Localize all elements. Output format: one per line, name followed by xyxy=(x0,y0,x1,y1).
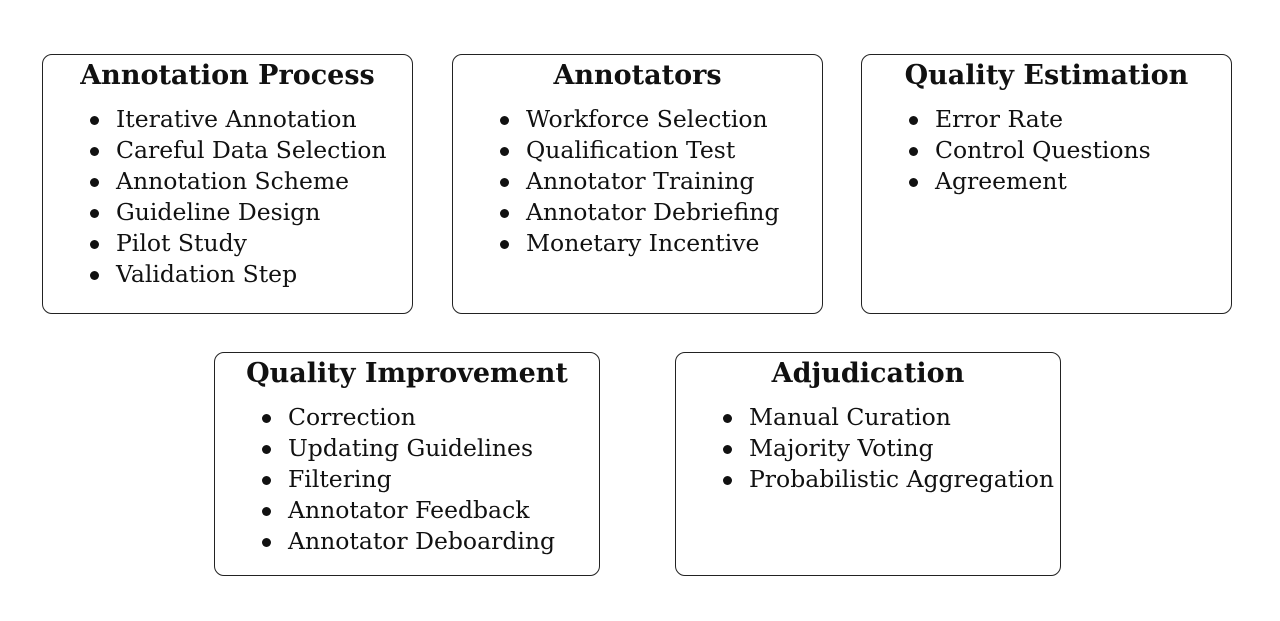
list-item xyxy=(261,495,599,526)
list-item-label: Correction xyxy=(288,403,416,431)
box-item-list xyxy=(43,104,412,290)
box-title: Quality Improvement xyxy=(246,358,568,389)
box-title: Annotators xyxy=(553,60,722,91)
list-item-label: Iterative Annotation xyxy=(116,105,357,133)
bullet-icon xyxy=(723,445,732,454)
bullet-icon xyxy=(262,538,271,547)
bullet-icon xyxy=(262,445,271,454)
bullet-icon xyxy=(90,178,99,187)
bullet-icon xyxy=(500,240,509,249)
list-item-label: Updating Guidelines xyxy=(288,434,534,462)
list-item xyxy=(499,228,822,259)
list-item xyxy=(89,228,412,259)
bullet-icon xyxy=(262,507,271,516)
list-item xyxy=(722,433,1060,464)
list-item-label: Annotator Training xyxy=(526,167,755,195)
box-item-list xyxy=(215,402,599,557)
bullet-icon xyxy=(90,116,99,125)
box-title: Adjudication xyxy=(771,358,965,389)
bullet-icon xyxy=(500,147,509,156)
list-item xyxy=(499,104,822,135)
box-quality-improvement xyxy=(214,352,600,576)
list-item-label: Control Questions xyxy=(935,136,1151,164)
box-annotators xyxy=(452,54,823,314)
list-item xyxy=(89,104,412,135)
bullet-icon xyxy=(500,116,509,125)
list-item-label: Validation Step xyxy=(116,260,298,288)
bullet-icon xyxy=(90,209,99,218)
list-item-label: Qualification Test xyxy=(526,136,736,164)
list-item-label: Filtering xyxy=(288,465,392,493)
bullet-icon xyxy=(262,476,271,485)
list-item-label: Pilot Study xyxy=(116,229,247,257)
list-item xyxy=(89,166,412,197)
list-item xyxy=(261,433,599,464)
list-item-label: Careful Data Selection xyxy=(116,136,387,164)
list-item xyxy=(499,197,822,228)
box-adjudication xyxy=(675,352,1061,576)
box-annotation-process xyxy=(42,54,413,314)
bullet-icon xyxy=(909,147,918,156)
list-item-label: Agreement xyxy=(935,167,1067,195)
list-item-label: Annotator Deboarding xyxy=(288,527,556,555)
list-item xyxy=(89,135,412,166)
bullet-icon xyxy=(909,116,918,125)
box-quality-estimation xyxy=(861,54,1232,314)
box-item-list xyxy=(676,402,1060,495)
box-title: Quality Estimation xyxy=(904,60,1189,91)
bullet-icon xyxy=(909,178,918,187)
list-item-label: Manual Curation xyxy=(749,403,951,431)
bullet-icon xyxy=(500,209,509,218)
list-item xyxy=(499,135,822,166)
list-item xyxy=(908,166,1231,197)
box-item-list xyxy=(453,104,822,259)
list-item-label: Annotator Debriefing xyxy=(526,198,780,226)
list-item xyxy=(908,135,1231,166)
bullet-icon xyxy=(500,178,509,187)
list-item xyxy=(261,526,599,557)
list-item-label: Error Rate xyxy=(935,105,1064,133)
bullet-icon xyxy=(90,147,99,156)
list-item xyxy=(722,402,1060,433)
list-item-label: Workforce Selection xyxy=(526,105,768,133)
list-item-label: Annotator Feedback xyxy=(288,496,530,524)
list-item-label: Monetary Incentive xyxy=(526,229,760,257)
list-item xyxy=(722,464,1060,495)
list-item xyxy=(499,166,822,197)
bullet-icon xyxy=(723,414,732,423)
list-item xyxy=(908,104,1231,135)
bullet-icon xyxy=(723,476,732,485)
box-title: Annotation Process xyxy=(80,60,375,91)
list-item xyxy=(89,259,412,290)
list-item-label: Annotation Scheme xyxy=(116,167,350,195)
list-item-label: Majority Voting xyxy=(749,434,934,462)
list-item xyxy=(261,402,599,433)
list-item-label: Guideline Design xyxy=(116,198,321,226)
bullet-icon xyxy=(90,240,99,249)
bullet-icon xyxy=(90,271,99,280)
bullet-icon xyxy=(262,414,271,423)
box-item-list xyxy=(862,104,1231,197)
list-item xyxy=(89,197,412,228)
list-item xyxy=(261,464,599,495)
list-item-label: Probabilistic Aggregation xyxy=(749,465,1054,493)
